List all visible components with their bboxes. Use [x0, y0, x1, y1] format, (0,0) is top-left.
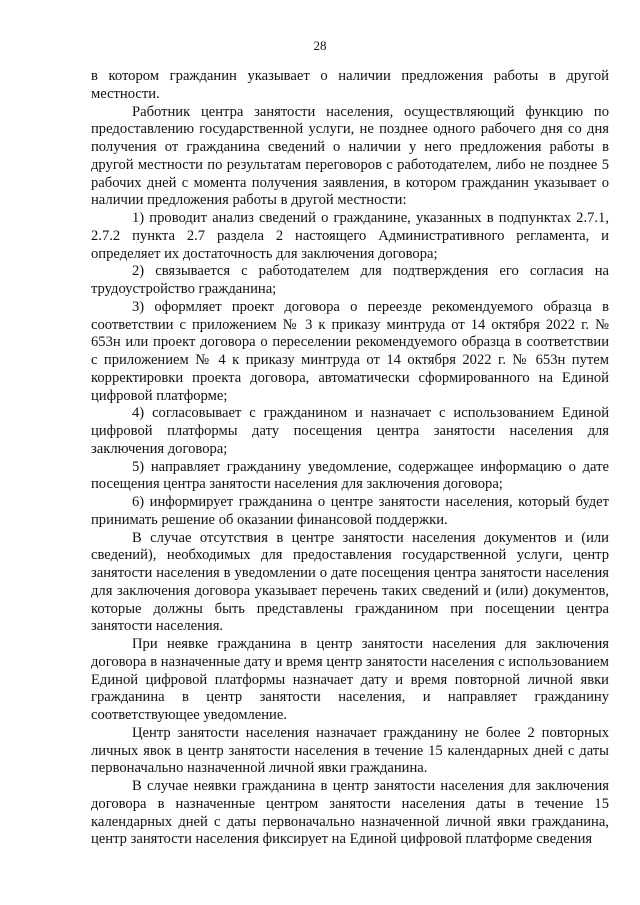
- paragraph-non-appearance: При неявке гражданина в центр занятости населения для заключения договора в назначенные дату и время центр занятости населения с использованием Единой цифровой платформы назначает дату и время повторной личной явки гражданина в центр занятости населения, и направляет гражданину соответствующее уведомление.: [91, 636, 609, 723]
- page-number: 28: [313, 38, 327, 53]
- list-item-6: 6) информирует гражданина о центре занятости населения, который будет принимать решение об оказании финансовой поддержки.: [91, 494, 609, 528]
- list-item-2: 2) связывается с работодателем для подтверждения его согласия на трудоустройство гражданина;: [91, 263, 609, 297]
- list-item-3: 3) оформляет проект договора о переезде рекомендуемого образца в соответствии с приложением № 3 к приказу минтруда от 14 октября 2022 г. № 653н или проект договора о переселении рекомендуемого образца в соответствии с приложением № 4 к приказу минтруда от 14 октября 2022 г. № 653н путем корректировки проекта договора, автоматически сформированного на Единой цифровой платформе;: [91, 298, 609, 404]
- paragraph-no-show-fixation: В случае неявки гражданина в центр занятости населения для заключения договора в назначенные центром занятости населения даты в течение 15 календарных дней с даты первоначально назначенной личной явки гражданина, центр занятости населения фиксирует на Единой цифровой платформе сведения: [91, 778, 609, 848]
- list-item-5: 5) направляет гражданину уведомление, содержащее информацию о дате посещения центра занятости населения для заключения договора;: [91, 458, 609, 493]
- document-body: [91, 68, 609, 849]
- list-item-1: 1) проводит анализ сведений о гражданине, указанных в подпунктах 2.7.1, 2.7.2 пункта 2.7 раздела 2 настоящего Административного регламента, и определяет их достаточность для заключения договора;: [91, 210, 609, 262]
- paragraph-2: Работник центра занятости населения, осуществляющий функцию по предоставлению государственной услуги, не позднее одного рабочего дня со дня получения от гражданина сведений о наличии у него предложения работы в другой местности по результатам переговоров с работодателем, либо не позднее 5 рабочих дней с момента получения заявления, в котором гражданин указывает о наличии предложения работы в другой местности:: [91, 103, 609, 209]
- paragraph-1: в котором гражданин указывает о наличии предложения работы в другой местности.: [91, 68, 609, 102]
- list-item-4: 4) согласовывает с гражданином и назначает с использованием Единой цифровой платформы дату посещения центра занятости населения для заключения договора;: [91, 405, 609, 457]
- paragraph-repeat-visits: Центр занятости населения назначает гражданину не более 2 повторных личных явок в центр занятости населения в течение 15 календарных дней с даты первоначально назначенной личной явки гражданина.: [91, 724, 609, 777]
- paragraph-missing-documents: В случае отсутствия в центре занятости населения документов и (или сведений), необходимых для предоставления государственной услуги, центр занятости населения в уведомлении о дате посещения центра занятости населения для заключения договора указывает перечень таких сведений и (или) документов, которые должны быть представлены гражданином при посещении центра занятости населения.: [91, 529, 609, 635]
